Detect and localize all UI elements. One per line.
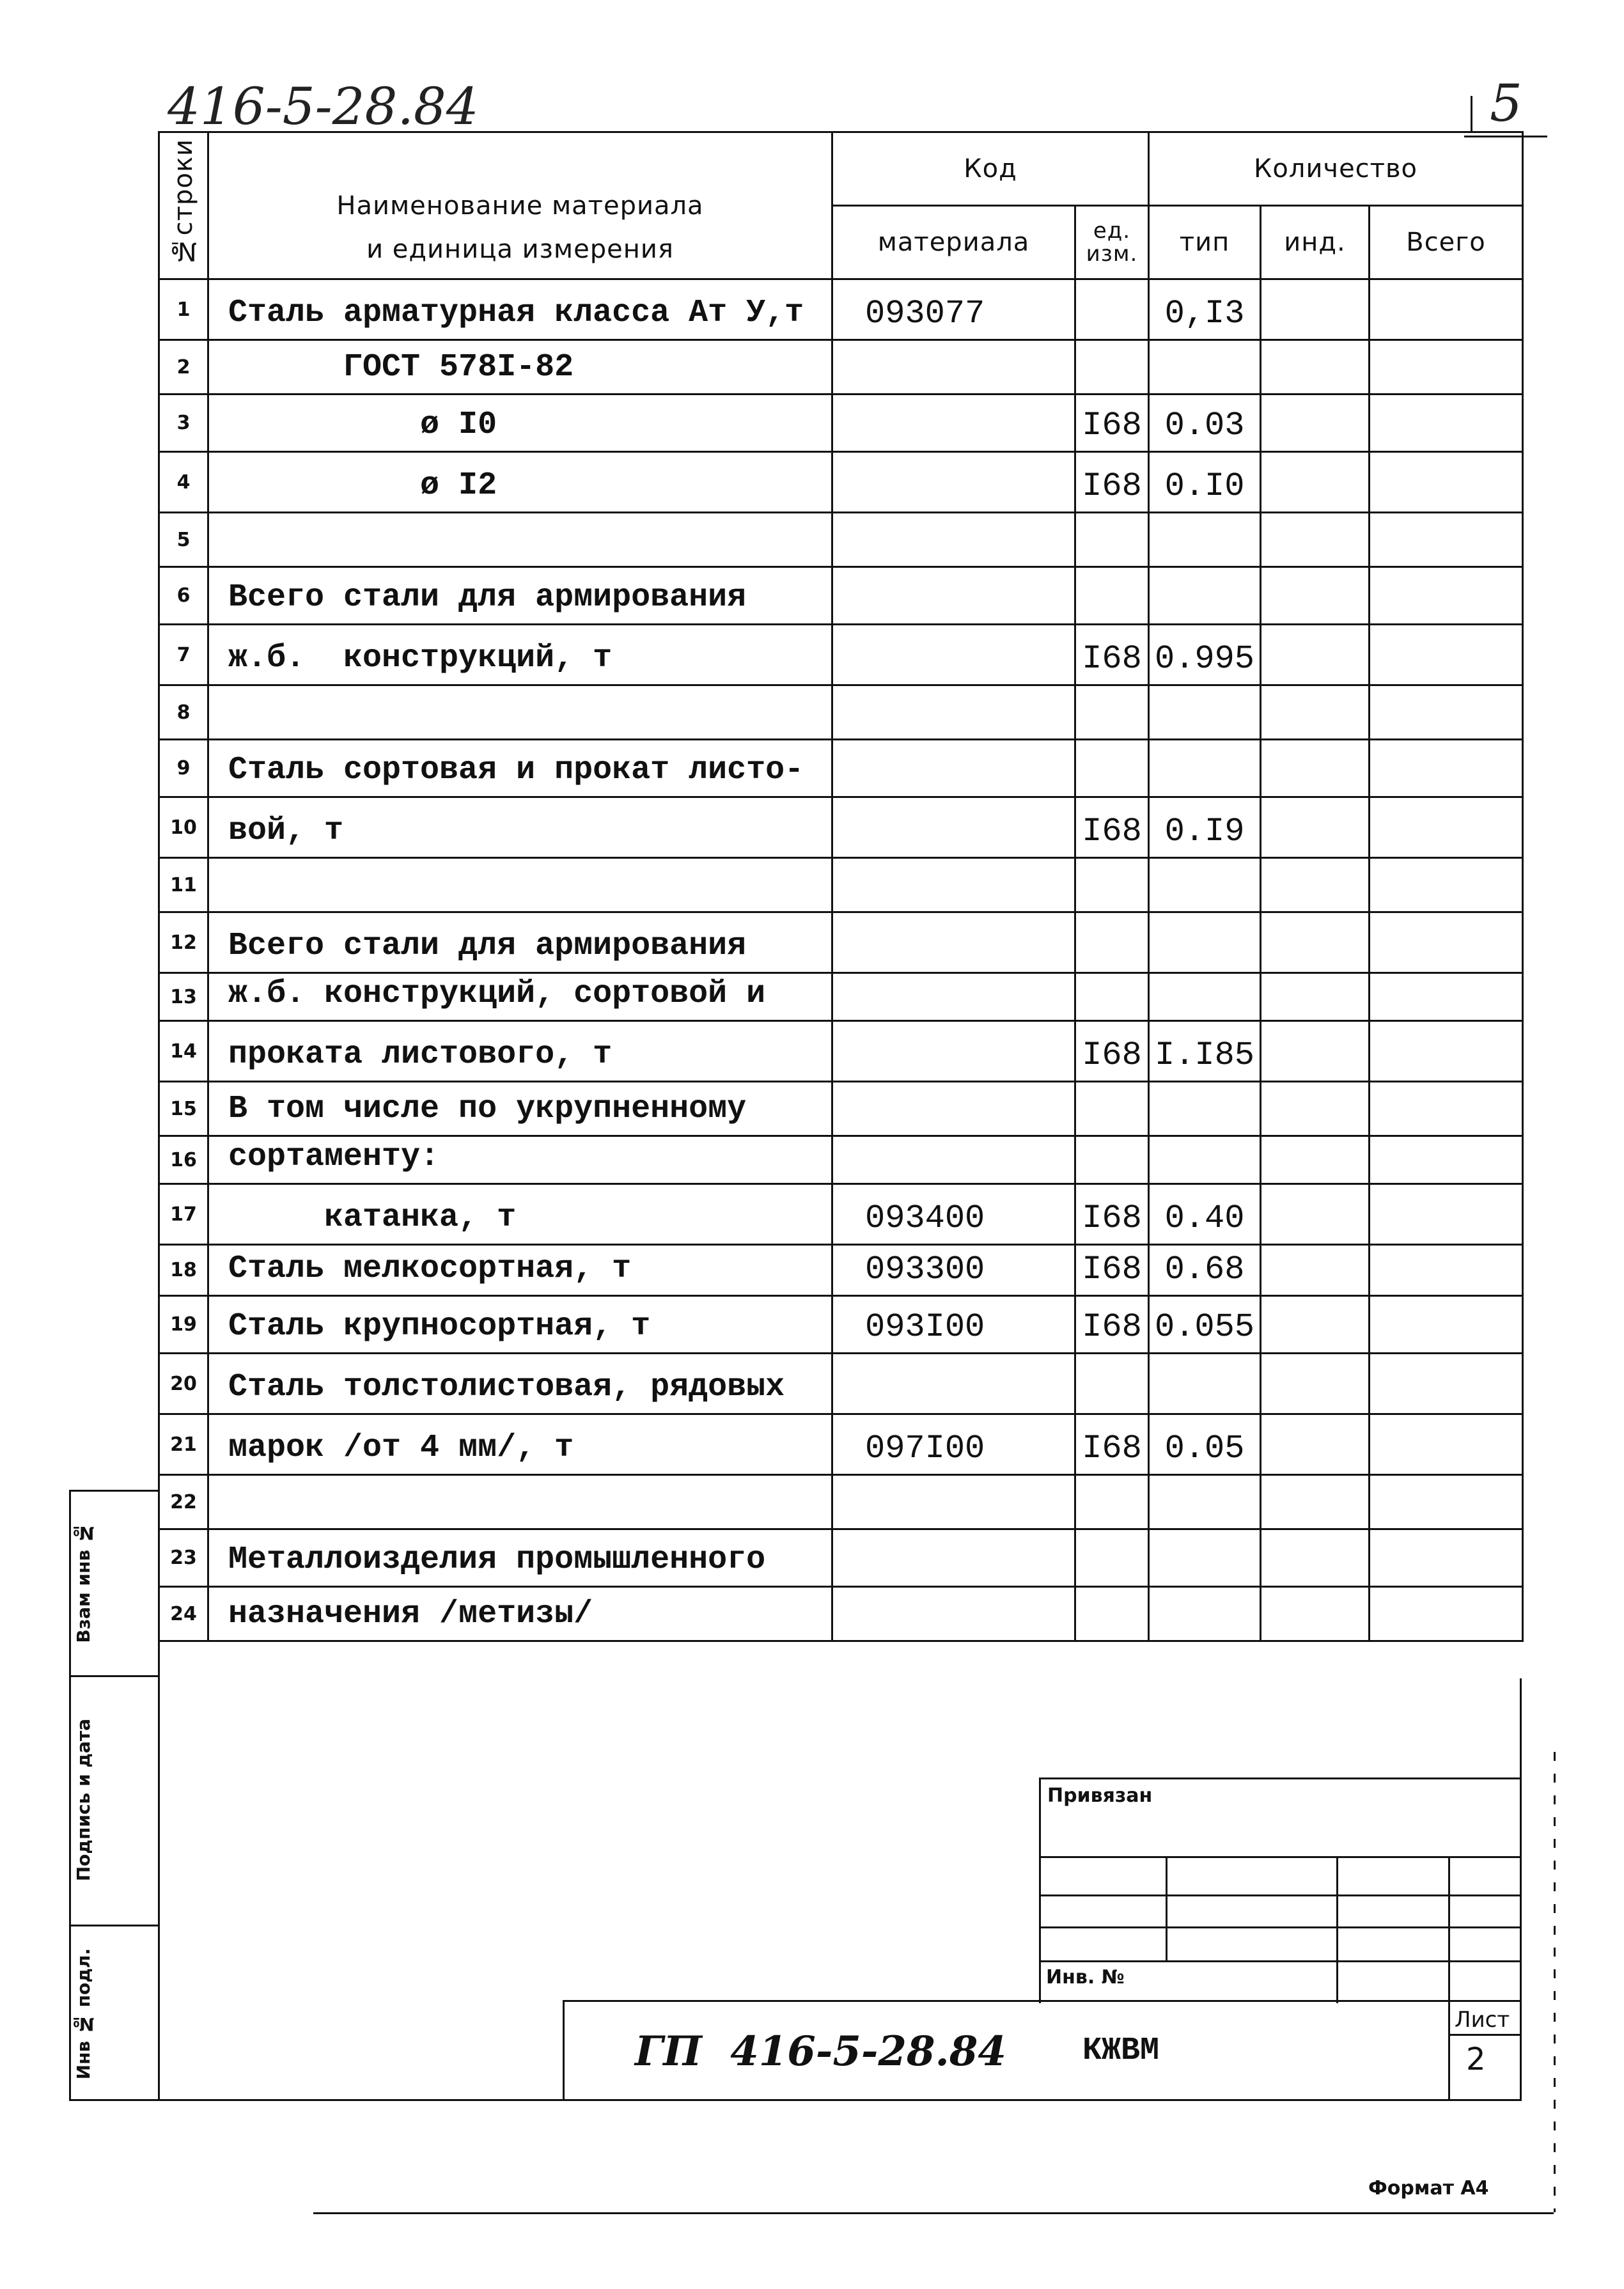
row-material-name bbox=[208, 513, 832, 567]
table-body bbox=[159, 279, 1523, 1641]
row-material-code: 093077 bbox=[832, 279, 1075, 340]
row-number: 13 bbox=[159, 973, 208, 1021]
row-unit-code: I68 bbox=[1075, 1184, 1149, 1245]
row-material-code bbox=[832, 625, 1075, 685]
row-qty-total bbox=[1370, 1082, 1523, 1136]
stamp-inv-podl bbox=[70, 1931, 96, 2097]
privyazan-label: Привязан bbox=[1047, 1785, 1153, 1807]
row-qty-ind bbox=[1261, 1082, 1370, 1136]
row-material-name: ø I2 bbox=[208, 452, 832, 513]
row-material-name: В том числе по укрупненному bbox=[208, 1082, 832, 1136]
row-unit-code bbox=[1075, 1082, 1149, 1136]
table-row bbox=[159, 625, 1523, 685]
header-qty-type bbox=[1149, 206, 1261, 279]
row-number: 20 bbox=[159, 1354, 208, 1414]
header-code-label: Код bbox=[964, 154, 1017, 184]
header-quantity-label: Количество bbox=[1254, 154, 1418, 184]
header-code-unit bbox=[1075, 206, 1149, 279]
row-qty-ind bbox=[1261, 1245, 1370, 1296]
row-qty-total bbox=[1370, 513, 1523, 567]
row-qty-total bbox=[1370, 1475, 1523, 1529]
row-qty-type: 0.40 bbox=[1149, 1184, 1261, 1245]
table-row bbox=[159, 1529, 1523, 1587]
row-unit-code: I68 bbox=[1075, 395, 1149, 452]
row-material-name: ж.б. конструкций, сортовой и bbox=[208, 973, 832, 1021]
row-qty-type bbox=[1149, 513, 1261, 567]
row-material-code bbox=[832, 1021, 1075, 1082]
row-qty-type bbox=[1149, 1475, 1261, 1529]
row-material-code: 097I00 bbox=[832, 1414, 1075, 1475]
table-row bbox=[159, 973, 1523, 1021]
row-number: 21 bbox=[159, 1414, 208, 1475]
row-qty-ind bbox=[1261, 279, 1370, 340]
row-material-code: 093400 bbox=[832, 1184, 1075, 1245]
row-material-name: Сталь крупносортная, т bbox=[208, 1296, 832, 1354]
row-qty-ind bbox=[1261, 685, 1370, 740]
row-unit-code bbox=[1075, 912, 1149, 973]
header-qty-total-label: Всего bbox=[1406, 228, 1486, 257]
row-material-name: вой, т bbox=[208, 797, 832, 858]
title-block-sheet-line bbox=[1448, 2034, 1522, 2036]
row-number: 22 bbox=[159, 1475, 208, 1529]
title-block bbox=[563, 2000, 1522, 2101]
row-number: 19 bbox=[159, 1296, 208, 1354]
row-qty-total bbox=[1370, 1529, 1523, 1587]
row-qty-ind bbox=[1261, 1475, 1370, 1529]
table-row bbox=[159, 567, 1523, 625]
table-row bbox=[159, 1354, 1523, 1414]
doc-code: ГП 416-5-28.84 bbox=[635, 2027, 1006, 2075]
row-number: 7 bbox=[159, 625, 208, 685]
row-qty-total bbox=[1370, 685, 1523, 740]
row-qty-type bbox=[1149, 1136, 1261, 1184]
row-material-code bbox=[832, 685, 1075, 740]
row-material-name bbox=[208, 685, 832, 740]
stamp-divider-bottom bbox=[69, 2099, 159, 2101]
stamp-inv-podl-label: Инв № подл. bbox=[72, 1948, 94, 2080]
row-number: 5 bbox=[159, 513, 208, 567]
row-qty-ind bbox=[1261, 1136, 1370, 1184]
sheet-label: Лист bbox=[1455, 2007, 1510, 2033]
table-row bbox=[159, 1296, 1523, 1354]
row-unit-code: I68 bbox=[1075, 797, 1149, 858]
row-number: 15 bbox=[159, 1082, 208, 1136]
row-number: 14 bbox=[159, 1021, 208, 1082]
row-number: 9 bbox=[159, 740, 208, 797]
privyazan-col-1 bbox=[1166, 1856, 1167, 1962]
row-material-name: Всего стали для армирования bbox=[208, 912, 832, 973]
row-qty-ind bbox=[1261, 513, 1370, 567]
row-unit-code: I68 bbox=[1075, 1414, 1149, 1475]
top-tick bbox=[1471, 96, 1472, 131]
specification-table bbox=[158, 131, 1524, 1642]
row-qty-type: 0.I0 bbox=[1149, 452, 1261, 513]
row-unit-code bbox=[1075, 279, 1149, 340]
row-qty-type bbox=[1149, 1587, 1261, 1641]
header-quantity bbox=[1149, 132, 1523, 206]
stamp-signature-date bbox=[70, 1682, 96, 1918]
row-material-code bbox=[832, 973, 1075, 1021]
row-qty-total bbox=[1370, 740, 1523, 797]
row-qty-ind bbox=[1261, 1587, 1370, 1641]
header-code-unit-label: ед. изм. bbox=[1086, 218, 1138, 267]
row-qty-ind bbox=[1261, 1021, 1370, 1082]
row-qty-type: 0.I9 bbox=[1149, 797, 1261, 858]
row-unit-code: I68 bbox=[1075, 1296, 1149, 1354]
format-label: Формат А4 bbox=[1368, 2177, 1489, 2199]
row-qty-ind bbox=[1261, 340, 1370, 395]
header-material-name-label: Наименование материала и единица измерения bbox=[336, 191, 704, 264]
inv-no-label: Инв. № bbox=[1046, 1966, 1125, 1988]
handwritten-doc-number: 416-5-28.84 bbox=[168, 77, 479, 136]
row-qty-total bbox=[1370, 1136, 1523, 1184]
row-material-name: ø I0 bbox=[208, 395, 832, 452]
stamp-vzam-inv-label: Взам инв № bbox=[72, 1522, 94, 1643]
table-row bbox=[159, 1184, 1523, 1245]
header-code bbox=[832, 132, 1149, 206]
row-material-code bbox=[832, 912, 1075, 973]
row-material-name: Сталь толстолистовая, рядовых bbox=[208, 1354, 832, 1414]
row-qty-total bbox=[1370, 1414, 1523, 1475]
row-number: 4 bbox=[159, 452, 208, 513]
row-qty-total bbox=[1370, 625, 1523, 685]
row-qty-ind bbox=[1261, 797, 1370, 858]
row-qty-total bbox=[1370, 1296, 1523, 1354]
row-unit-code: I68 bbox=[1075, 625, 1149, 685]
row-unit-code bbox=[1075, 1136, 1149, 1184]
row-qty-total bbox=[1370, 858, 1523, 912]
row-unit-code bbox=[1075, 1529, 1149, 1587]
privyazan-col-3 bbox=[1448, 1856, 1450, 2003]
header-qty-total bbox=[1370, 206, 1523, 279]
table-row bbox=[159, 797, 1523, 858]
row-material-code bbox=[832, 340, 1075, 395]
row-qty-ind bbox=[1261, 567, 1370, 625]
row-qty-type: 0.03 bbox=[1149, 395, 1261, 452]
row-number: 23 bbox=[159, 1529, 208, 1587]
row-number: 3 bbox=[159, 395, 208, 452]
row-material-code bbox=[832, 1475, 1075, 1529]
title-block-sheet-divider bbox=[1448, 2002, 1450, 2101]
row-material-code bbox=[832, 567, 1075, 625]
row-qty-type bbox=[1149, 1354, 1261, 1414]
row-number: 6 bbox=[159, 567, 208, 625]
row-material-code bbox=[832, 1136, 1075, 1184]
row-qty-ind bbox=[1261, 1414, 1370, 1475]
row-material-code bbox=[832, 1082, 1075, 1136]
row-qty-total bbox=[1370, 567, 1523, 625]
row-number: 1 bbox=[159, 279, 208, 340]
row-qty-ind bbox=[1261, 740, 1370, 797]
row-material-code bbox=[832, 740, 1075, 797]
stamp-signature-date-label: Подпись и дата bbox=[72, 1718, 94, 1882]
stamp-divider-3 bbox=[69, 1925, 159, 1926]
row-qty-type bbox=[1149, 973, 1261, 1021]
row-qty-total bbox=[1370, 912, 1523, 973]
table-header bbox=[159, 132, 1523, 279]
row-unit-code bbox=[1075, 1587, 1149, 1641]
table-row bbox=[159, 513, 1523, 567]
left-frame-line bbox=[158, 131, 160, 2100]
row-unit-code bbox=[1075, 740, 1149, 797]
row-material-name bbox=[208, 1475, 832, 1529]
table-row bbox=[159, 912, 1523, 973]
row-qty-type: 0.05 bbox=[1149, 1414, 1261, 1475]
row-number: 12 bbox=[159, 912, 208, 973]
row-qty-total bbox=[1370, 1354, 1523, 1414]
header-row-number-label: №строки bbox=[169, 139, 198, 266]
row-qty-total bbox=[1370, 1184, 1523, 1245]
row-qty-ind bbox=[1261, 625, 1370, 685]
row-qty-total bbox=[1370, 395, 1523, 452]
stamp-divider-1 bbox=[69, 1490, 159, 1492]
header-qty-type-label: тип bbox=[1179, 228, 1230, 257]
row-unit-code bbox=[1075, 1354, 1149, 1414]
row-unit-code: I68 bbox=[1075, 1245, 1149, 1296]
handwritten-page-number: 5 bbox=[1490, 74, 1522, 133]
row-unit-code bbox=[1075, 567, 1149, 625]
row-unit-code bbox=[1075, 340, 1149, 395]
row-material-code bbox=[832, 452, 1075, 513]
row-qty-type bbox=[1149, 740, 1261, 797]
row-material-name: Всего стали для армирования bbox=[208, 567, 832, 625]
row-qty-total bbox=[1370, 973, 1523, 1021]
row-unit-code bbox=[1075, 513, 1149, 567]
header-material-name bbox=[208, 132, 832, 279]
row-qty-total bbox=[1370, 1587, 1523, 1641]
row-material-name bbox=[208, 858, 832, 912]
header-row-number bbox=[159, 132, 208, 279]
table-row bbox=[159, 685, 1523, 740]
table-row bbox=[159, 1082, 1523, 1136]
stamp-divider-2 bbox=[69, 1675, 159, 1677]
row-material-name: Сталь сортовая и прокат листо- bbox=[208, 740, 832, 797]
row-unit-code bbox=[1075, 685, 1149, 740]
row-number: 8 bbox=[159, 685, 208, 740]
row-qty-type bbox=[1149, 858, 1261, 912]
row-material-name: проката листового, т bbox=[208, 1021, 832, 1082]
privyazan-block bbox=[1039, 1777, 1522, 2003]
row-qty-type: 0.995 bbox=[1149, 625, 1261, 685]
header-qty-ind-label: инд. bbox=[1284, 228, 1346, 257]
stamp-vzam-inv bbox=[70, 1496, 96, 1669]
sheet-number: 2 bbox=[1466, 2042, 1486, 2077]
row-qty-type bbox=[1149, 912, 1261, 973]
row-number: 11 bbox=[159, 858, 208, 912]
right-page-dash bbox=[1554, 1752, 1556, 2212]
table-row bbox=[159, 1245, 1523, 1296]
row-material-name: Сталь арматурная класса Ат У,т bbox=[208, 279, 832, 340]
row-qty-ind bbox=[1261, 858, 1370, 912]
table-row bbox=[159, 340, 1523, 395]
row-qty-ind bbox=[1261, 452, 1370, 513]
table-row bbox=[159, 395, 1523, 452]
row-qty-type: 0,I3 bbox=[1149, 279, 1261, 340]
row-material-name: сортаменту: bbox=[208, 1136, 832, 1184]
row-qty-type: I.I85 bbox=[1149, 1021, 1261, 1082]
row-material-code: 093I00 bbox=[832, 1296, 1075, 1354]
header-qty-ind bbox=[1261, 206, 1370, 279]
row-qty-total bbox=[1370, 279, 1523, 340]
row-qty-type bbox=[1149, 685, 1261, 740]
row-material-code bbox=[832, 395, 1075, 452]
row-material-name: ГОСТ 578I-82 bbox=[208, 340, 832, 395]
row-unit-code bbox=[1075, 973, 1149, 1021]
table-row bbox=[159, 279, 1523, 340]
row-qty-type bbox=[1149, 567, 1261, 625]
row-number: 17 bbox=[159, 1184, 208, 1245]
row-qty-ind bbox=[1261, 973, 1370, 1021]
row-material-name: Сталь мелкосортная, т bbox=[208, 1245, 832, 1296]
row-unit-code bbox=[1075, 1475, 1149, 1529]
row-qty-type bbox=[1149, 1529, 1261, 1587]
table-row bbox=[159, 740, 1523, 797]
row-material-code bbox=[832, 1529, 1075, 1587]
row-material-code bbox=[832, 513, 1075, 567]
table-row bbox=[159, 1475, 1523, 1529]
row-qty-ind bbox=[1261, 1529, 1370, 1587]
row-qty-type: 0.055 bbox=[1149, 1296, 1261, 1354]
table-row bbox=[159, 1021, 1523, 1082]
footer-rule bbox=[313, 2212, 1554, 2214]
row-unit-code bbox=[1075, 858, 1149, 912]
row-qty-total bbox=[1370, 1245, 1523, 1296]
row-material-name: марок /от 4 мм/, т bbox=[208, 1414, 832, 1475]
row-unit-code: I68 bbox=[1075, 452, 1149, 513]
header-code-material-label: материала bbox=[877, 228, 1030, 257]
row-qty-total bbox=[1370, 452, 1523, 513]
table-row bbox=[159, 1414, 1523, 1475]
row-number: 2 bbox=[159, 340, 208, 395]
row-material-code: 093300 bbox=[832, 1245, 1075, 1296]
row-qty-type bbox=[1149, 1082, 1261, 1136]
row-qty-ind bbox=[1261, 395, 1370, 452]
row-material-name: Металлоизделия промышленного bbox=[208, 1529, 832, 1587]
row-qty-total bbox=[1370, 1021, 1523, 1082]
doc-mark: КЖВМ bbox=[1082, 2033, 1160, 2069]
row-number: 10 bbox=[159, 797, 208, 858]
privyazan-col-2 bbox=[1336, 1856, 1338, 2003]
row-material-name: назначения /метизы/ bbox=[208, 1587, 832, 1641]
row-number: 16 bbox=[159, 1136, 208, 1184]
row-number: 18 bbox=[159, 1245, 208, 1296]
row-material-code bbox=[832, 858, 1075, 912]
row-unit-code: I68 bbox=[1075, 1021, 1149, 1082]
table-row bbox=[159, 1587, 1523, 1641]
row-qty-type: 0.68 bbox=[1149, 1245, 1261, 1296]
row-number: 24 bbox=[159, 1587, 208, 1641]
table-row bbox=[159, 1136, 1523, 1184]
row-qty-ind bbox=[1261, 1296, 1370, 1354]
row-qty-total bbox=[1370, 340, 1523, 395]
table-row bbox=[159, 452, 1523, 513]
row-material-code bbox=[832, 1587, 1075, 1641]
row-qty-type bbox=[1149, 340, 1261, 395]
row-qty-ind bbox=[1261, 1354, 1370, 1414]
row-material-code bbox=[832, 1354, 1075, 1414]
row-qty-ind bbox=[1261, 1184, 1370, 1245]
row-material-name: ж.б. конструкций, т bbox=[208, 625, 832, 685]
header-code-material bbox=[832, 206, 1075, 279]
row-material-code bbox=[832, 797, 1075, 858]
row-material-name: катанка, т bbox=[208, 1184, 832, 1245]
row-qty-total bbox=[1370, 797, 1523, 858]
row-qty-ind bbox=[1261, 912, 1370, 973]
table-row bbox=[159, 858, 1523, 912]
